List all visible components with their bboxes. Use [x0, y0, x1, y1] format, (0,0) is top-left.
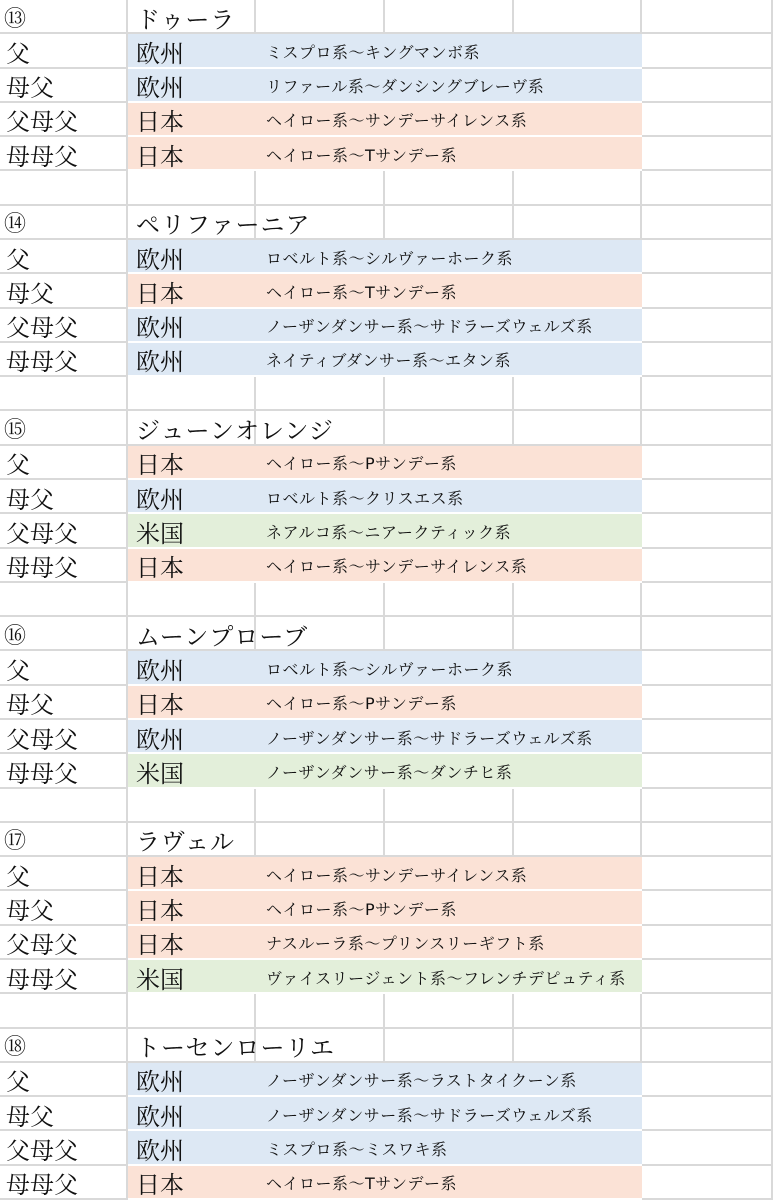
pedigree-row: [0, 686, 773, 720]
region-label: 米国: [136, 965, 184, 994]
horse-header-row: [0, 1029, 773, 1063]
grid-cell[interactable]: [642, 1097, 773, 1131]
grid-cell[interactable]: [385, 583, 514, 617]
spacer-row: [0, 583, 773, 617]
grid-cell[interactable]: [642, 103, 773, 137]
pedigree-position-label: 父母父: [6, 314, 78, 343]
horse-header-row: [0, 206, 773, 240]
grid-cell[interactable]: [642, 274, 773, 308]
grid-cell[interactable]: [385, 411, 514, 445]
spacer-row: [0, 171, 773, 205]
sire-line-text: ノーザンダンサー系〜サドラーズウェルズ系: [266, 728, 593, 748]
region-label: 欧州: [136, 485, 184, 514]
grid-cell[interactable]: [0, 583, 128, 617]
sire-line-text: ロベルト系〜クリスエス系: [266, 488, 464, 508]
sire-line-text: ヘイロー系〜Tサンデー系: [266, 1174, 457, 1194]
grid-cell[interactable]: [256, 789, 385, 823]
region-label: 米国: [136, 519, 184, 548]
sire-line-text: ヘイロー系〜Tサンデー系: [266, 145, 457, 165]
grid-cell[interactable]: [642, 823, 773, 857]
grid-cell[interactable]: [642, 514, 773, 548]
grid-cell[interactable]: [514, 994, 642, 1028]
pedigree-position-label: 父: [6, 1068, 30, 1097]
pedigree-row: [0, 343, 773, 377]
pedigree-position-label: 父: [6, 657, 30, 686]
pedigree-position-label: 母父: [6, 74, 54, 103]
sire-line-text: ミスプロ系〜キングマンボ系: [266, 42, 481, 62]
pedigree-position-label: 父母父: [6, 519, 78, 548]
horse-name: ドゥーラ: [136, 5, 236, 34]
grid-cell[interactable]: [256, 0, 385, 34]
grid-cell[interactable]: [385, 994, 514, 1028]
pedigree-row: [0, 34, 773, 68]
grid-cell[interactable]: [642, 34, 773, 68]
pedigree-row: [0, 446, 773, 480]
pedigree-row: [0, 514, 773, 548]
region-label: 欧州: [136, 1137, 184, 1166]
pedigree-row: [0, 857, 773, 891]
pedigree-position-label: 父母父: [6, 108, 78, 137]
pedigree-position-label: 母母父: [6, 554, 78, 583]
sire-line-text: リファール系〜ダンシングブレーヴ系: [266, 77, 545, 97]
horse-header-row: [0, 617, 773, 651]
sire-line-text: ヘイロー系〜サンデーサイレンス系: [266, 111, 528, 131]
sire-line-text: ヴァイスリージェント系〜フレンチデピュティ系: [266, 968, 626, 988]
pedigree-position-label: 母父: [6, 897, 54, 926]
horse-number: ⑰: [4, 829, 27, 855]
pedigree-position-label: 父: [6, 39, 30, 68]
pedigree-row: [0, 720, 773, 754]
grid-cell[interactable]: [385, 377, 514, 411]
sire-line-text: ヘイロー系〜Pサンデー系: [266, 454, 457, 474]
grid-cell[interactable]: [0, 994, 128, 1028]
grid-cell[interactable]: [642, 1063, 773, 1097]
spacer-row: [0, 994, 773, 1028]
grid-cell[interactable]: [642, 891, 773, 925]
grid-cell[interactable]: [514, 171, 642, 205]
grid-cell[interactable]: [642, 583, 773, 617]
grid-cell[interactable]: [642, 686, 773, 720]
grid-cell[interactable]: [0, 789, 128, 823]
pedigree-row: [0, 103, 773, 137]
sire-line-text: ヘイロー系〜サンデーサイレンス系: [266, 557, 528, 577]
pedigree-row: [0, 1131, 773, 1165]
sire-line-text: ヘイロー系〜Pサンデー系: [266, 694, 457, 714]
horse-number: ⑯: [4, 623, 27, 649]
pedigree-row: [0, 549, 773, 583]
grid-cell[interactable]: [256, 583, 385, 617]
spacer-row: [0, 789, 773, 823]
grid-cell[interactable]: [642, 446, 773, 480]
pedigree-position-label: 父: [6, 862, 30, 891]
grid-cell[interactable]: [514, 617, 642, 651]
grid-cell[interactable]: [128, 994, 256, 1028]
horse-name: ペリファーニア: [136, 211, 311, 240]
region-label: 欧州: [136, 725, 184, 754]
grid-cell[interactable]: [642, 240, 773, 274]
region-label: 欧州: [136, 1102, 184, 1131]
pedigree-position-label: 父母父: [6, 1137, 78, 1166]
region-label: 米国: [136, 759, 184, 788]
sire-line-text: ノーザンダンサー系〜ダンチヒ系: [266, 762, 513, 782]
pedigree-position-label: 父: [6, 451, 30, 480]
pedigree-row: [0, 480, 773, 514]
horse-name: トーセンローリエ: [136, 1034, 336, 1063]
grid-cell[interactable]: [642, 0, 773, 34]
region-label: 日本: [136, 1171, 184, 1200]
grid-cell[interactable]: [642, 171, 773, 205]
grid-cell[interactable]: [128, 583, 256, 617]
region-label: 日本: [136, 108, 184, 137]
grid-cell[interactable]: [385, 823, 514, 857]
pedigree-row: [0, 137, 773, 171]
grid-cell[interactable]: [642, 857, 773, 891]
grid-cell[interactable]: [642, 926, 773, 960]
grid-cell[interactable]: [642, 994, 773, 1028]
horse-header-row: [0, 823, 773, 857]
pedigree-row: [0, 240, 773, 274]
sire-line-text: ナスルーラ系〜プリンスリーギフト系: [266, 934, 545, 954]
sire-line-text: ヘイロー系〜Pサンデー系: [266, 900, 457, 920]
pedigree-position-label: 母母父: [6, 1171, 78, 1200]
sire-line-text: ネイティブダンサー系〜エタン系: [266, 351, 511, 371]
horse-header-row: [0, 0, 773, 34]
region-label: 欧州: [136, 39, 184, 68]
grid-cell[interactable]: [642, 1029, 773, 1063]
grid-cell[interactable]: [642, 69, 773, 103]
region-label: 欧州: [136, 245, 184, 274]
grid-cell[interactable]: [642, 1166, 773, 1200]
sire-line-text: ノーザンダンサー系〜サドラーズウェルズ系: [266, 1105, 593, 1125]
sire-line-text: ネアルコ系〜ニアークティック系: [266, 522, 512, 542]
grid-cell[interactable]: [642, 480, 773, 514]
pedigree-position-label: 母母父: [6, 759, 78, 788]
pedigree-row: [0, 651, 773, 685]
grid-cell[interactable]: [514, 206, 642, 240]
pedigree-row: [0, 1097, 773, 1131]
pedigree-row: [0, 1063, 773, 1097]
region-label: 日本: [136, 279, 184, 308]
sire-line-text: ミスプロ系〜ミスワキ系: [266, 1140, 448, 1160]
pedigree-row: [0, 309, 773, 343]
grid-cell[interactable]: [642, 309, 773, 343]
region-label: 欧州: [136, 314, 184, 343]
grid-cell[interactable]: [642, 617, 773, 651]
grid-cell[interactable]: [514, 411, 642, 445]
horse-number: ⑱: [4, 1035, 27, 1061]
horse-number: ⑮: [4, 418, 27, 444]
region-label: 日本: [136, 142, 184, 171]
sire-line-text: ノーザンダンサー系〜サドラーズウェルズ系: [266, 317, 593, 337]
pedigree-position-label: 母父: [6, 691, 54, 720]
pedigree-position-label: 父母父: [6, 725, 78, 754]
grid-cell[interactable]: [385, 206, 514, 240]
grid-cell[interactable]: [642, 137, 773, 171]
sire-line-text: ヘイロー系〜サンデーサイレンス系: [266, 865, 528, 885]
grid-cell[interactable]: [642, 377, 773, 411]
grid-cell[interactable]: [514, 377, 642, 411]
grid-cell[interactable]: [385, 789, 514, 823]
pedigree-row: [0, 1166, 773, 1200]
grid-cell[interactable]: [256, 171, 385, 205]
horse-name: ラヴェル: [136, 828, 236, 857]
pedigree-row: [0, 754, 773, 788]
grid-cell[interactable]: [514, 1029, 642, 1063]
region-label: 日本: [136, 897, 184, 926]
pedigree-row: [0, 960, 773, 994]
grid-cell[interactable]: [642, 651, 773, 685]
grid-cell[interactable]: [514, 583, 642, 617]
pedigree-position-label: 父母父: [6, 931, 78, 960]
region-label: 日本: [136, 862, 184, 891]
horse-header-row: [0, 411, 773, 445]
sire-line-text: ヘイロー系〜Tサンデー系: [266, 282, 457, 302]
pedigree-row: [0, 274, 773, 308]
grid-cell[interactable]: [256, 994, 385, 1028]
pedigree-position-label: 母母父: [6, 142, 78, 171]
grid-cell[interactable]: [0, 377, 128, 411]
grid-cell[interactable]: [256, 377, 385, 411]
grid-cell[interactable]: [642, 411, 773, 445]
grid-cell[interactable]: [385, 1029, 514, 1063]
region-label: 欧州: [136, 657, 184, 686]
pedigree-position-label: 母父: [6, 279, 54, 308]
grid-cell[interactable]: [642, 549, 773, 583]
grid-cell[interactable]: [514, 0, 642, 34]
grid-cell[interactable]: [642, 720, 773, 754]
grid-cell[interactable]: [128, 789, 256, 823]
grid-cell[interactable]: [642, 206, 773, 240]
grid-cell[interactable]: [385, 0, 514, 34]
pedigree-row: [0, 69, 773, 103]
region-label: 欧州: [136, 1068, 184, 1097]
region-label: 日本: [136, 931, 184, 960]
pedigree-row: [0, 891, 773, 925]
pedigree-position-label: 母母父: [6, 348, 78, 377]
sire-line-text: ノーザンダンサー系〜ラストタイクーン系: [266, 1071, 577, 1091]
grid-cell[interactable]: [385, 617, 514, 651]
region-label: 欧州: [136, 74, 184, 103]
spacer-row: [0, 377, 773, 411]
grid-cell[interactable]: [642, 960, 773, 994]
grid-cell[interactable]: [642, 789, 773, 823]
grid-cell[interactable]: [128, 171, 256, 205]
horse-number: ⑬: [4, 6, 27, 32]
grid-cell[interactable]: [514, 789, 642, 823]
grid-cell[interactable]: [642, 343, 773, 377]
horse-name: ジューンオレンジ: [136, 417, 334, 446]
sire-line-text: ロベルト系〜シルヴァーホーク系: [266, 248, 513, 268]
grid-cell[interactable]: [0, 171, 128, 205]
region-label: 日本: [136, 451, 184, 480]
grid-cell[interactable]: [642, 1131, 773, 1165]
region-label: 欧州: [136, 348, 184, 377]
grid-cell[interactable]: [385, 171, 514, 205]
pedigree-position-label: 父: [6, 245, 30, 274]
sire-line-text: ロベルト系〜シルヴァーホーク系: [266, 660, 513, 680]
pedigree-row: [0, 926, 773, 960]
grid-cell[interactable]: [514, 823, 642, 857]
horse-number: ⑭: [4, 212, 27, 238]
grid-cell[interactable]: [642, 754, 773, 788]
horse-name: ムーンプローブ: [136, 622, 309, 651]
region-label: 日本: [136, 554, 184, 583]
pedigree-position-label: 母父: [6, 1102, 54, 1131]
grid-cell[interactable]: [128, 377, 256, 411]
pedigree-position-label: 母父: [6, 485, 54, 514]
region-label: 日本: [136, 691, 184, 720]
pedigree-position-label: 母母父: [6, 965, 78, 994]
grid-cell[interactable]: [256, 823, 385, 857]
